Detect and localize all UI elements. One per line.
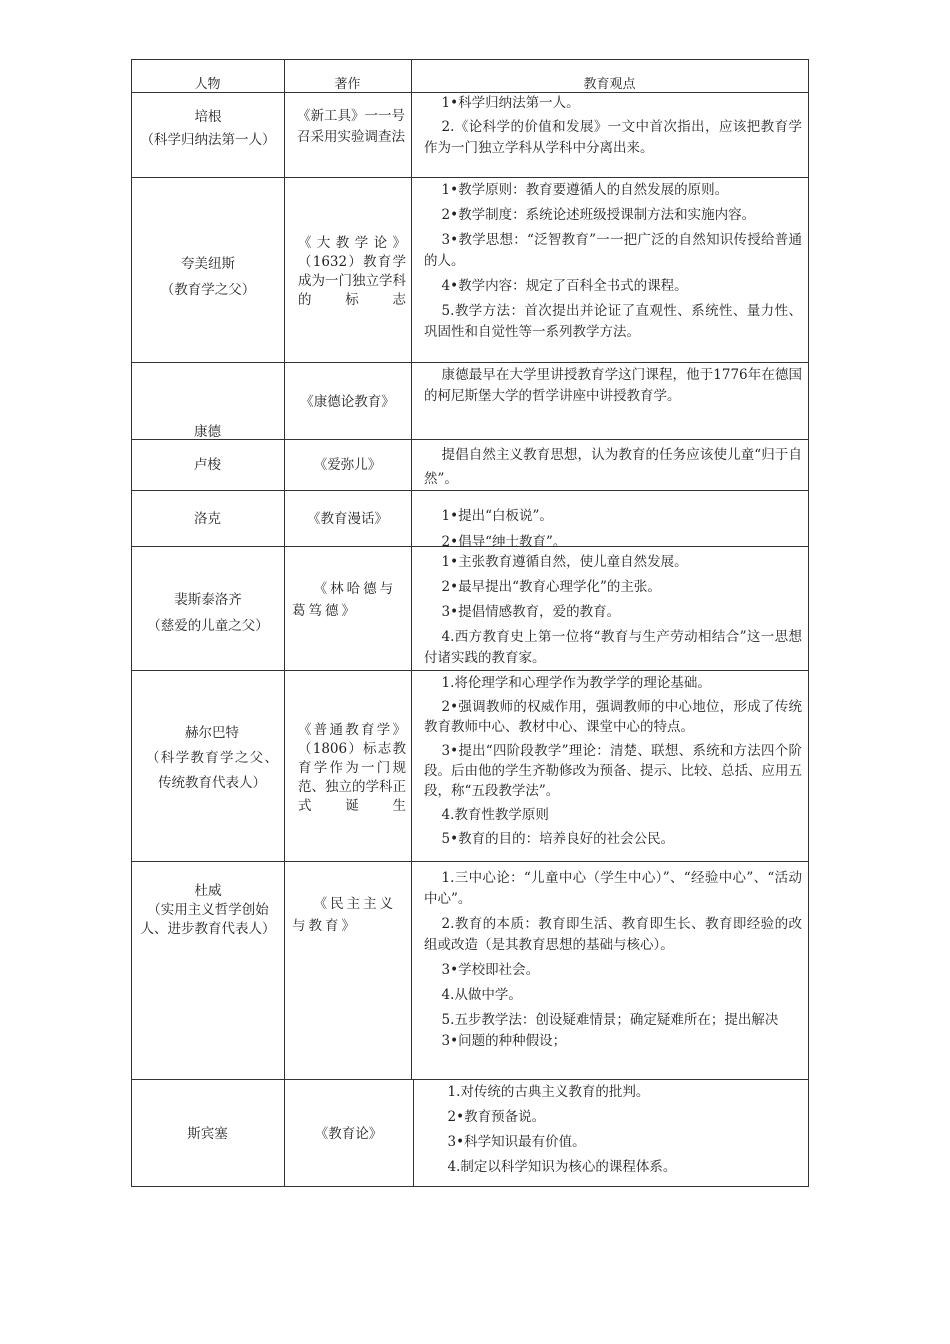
person-name: 杜威 — [194, 883, 222, 899]
view-item: 5•教育的目的：培养良好的社会公民。 — [441, 831, 675, 847]
work-cell: 《新工具》一一号召采用实验调查法 — [297, 108, 405, 145]
person-title: （科学教育学之父、传统教育代表人） — [146, 750, 278, 791]
views-cell — [424, 868, 802, 1056]
row-divider — [131, 861, 809, 862]
column-divider — [411, 59, 412, 1080]
view-item: 1.三中心论：“儿童中心（学生中心）”、“经验中心”、“活动中心”。 — [424, 870, 802, 907]
view-item: 1•教学原则：教育要遵循人的自然发展的原则。 — [441, 182, 729, 198]
person-title: （实用主义哲学创始人、进步教育代表人） — [140, 902, 276, 937]
work-cell: 《大教学论》（1632）教育学成为一门独立学科的标志 — [298, 235, 406, 308]
view-item: 5.五步教学法：创设疑难情景；确定疑难所在；提出解决 — [441, 1012, 779, 1028]
person-name: 培根 — [194, 109, 222, 125]
person-name: 夸美纽斯 — [181, 256, 235, 272]
view-item: 5.教学方法：首次提出并论证了直观性、系统性、量力性、巩固性和自觉性等一系列教学方法。 — [424, 303, 802, 340]
table-border-right — [808, 59, 809, 1187]
view-item: 3•学校即社会。 — [441, 962, 540, 978]
work-cell: 《康德论教育》 — [300, 394, 395, 410]
table-border-bottom — [131, 1186, 809, 1187]
view-item: 1•科学归纳法第一人。 — [441, 95, 580, 111]
person-name: 斯宾塞 — [187, 1126, 228, 1142]
view-item: 2.《论科学的价值和发展》一文中首次指出，应该把教育学作为一门独立学科从学科中分离出来。 — [424, 119, 802, 156]
work-cell: 《爱弥儿》 — [313, 457, 382, 473]
row-divider — [131, 177, 809, 178]
person-title: （科学归纳法第一人） — [140, 132, 276, 148]
views-cell — [424, 443, 802, 495]
view-item: 1.对传统的古典主义教育的批判。 — [447, 1084, 650, 1100]
view-item: 4•教学内容：规定了百科全书式的课程。 — [441, 278, 688, 294]
row-divider — [131, 1079, 809, 1080]
view-item: 1•主张教育遵循自然，使儿童自然发展。 — [441, 554, 688, 570]
header-views: 教育观点 — [583, 77, 636, 92]
view-item: 2•教育预备说。 — [447, 1109, 546, 1125]
table-border-top — [131, 59, 809, 60]
column-divider — [413, 1079, 414, 1187]
views-cell — [430, 1082, 802, 1182]
work-cell: 《民主主义与教育》 — [292, 896, 397, 934]
view-item: 4.制定以科学知识为核心的课程体系。 — [447, 1159, 677, 1175]
view-item: 3•教学思想：“泛智教育”一一把广泛的自然知识传授给普通的人。 — [424, 232, 802, 269]
views-cell — [424, 673, 802, 853]
views-cell — [424, 94, 802, 163]
work-cell: 《林哈德与葛笃德》 — [292, 581, 397, 619]
work-cell: 《教育漫话》 — [307, 511, 388, 527]
person-name: 洛克 — [194, 511, 221, 527]
work-cell: 《普通教育学》（1806）标志教育学作为一门规范、独立的学科正式诞生 — [298, 722, 406, 814]
view-item: 3•科学知识最有价值。 — [447, 1134, 586, 1150]
view-item: 1.将伦理学和心理学作为教学学的理论基础。 — [441, 675, 711, 691]
views-cell — [424, 552, 802, 673]
table-border-left — [131, 59, 132, 1187]
person-title: （教育学之父） — [160, 282, 256, 298]
view-item: 3•提出“四阶段教学”理论：清楚、联想、系统和方法四个阶段。后由他的学生齐勒修改为预备、提示、比较、总括、应用五段，称“五段教学法”。 — [424, 743, 802, 799]
person-cell — [138, 882, 278, 939]
views-cell — [424, 180, 802, 347]
view-item: 提倡自然主义教育思想，认为教育的任务应该使儿童“归于自然”。 — [424, 447, 802, 487]
header-person: 人物 — [194, 77, 221, 92]
person-cell — [140, 251, 276, 303]
view-item: 2•最早提出“教育心理学化”的主张。 — [441, 579, 661, 595]
view-item: 3•问题的种种假设； — [441, 1033, 567, 1049]
person-cell — [146, 721, 278, 796]
person-cell — [140, 106, 276, 152]
view-item: 4.从做中学。 — [441, 987, 522, 1003]
view-item: 4.西方教育史上第一位将“教育与生产劳动相结合”这一思想付诸实践的教育家。 — [424, 629, 802, 666]
person-cell — [140, 587, 276, 639]
view-item: 1•提出“白板说”。 — [441, 508, 553, 524]
view-item: 4.教育性教学原则 — [441, 807, 549, 823]
row-divider — [131, 362, 809, 363]
view-item: 3•提倡情感教育，爱的教育。 — [441, 604, 621, 620]
person-name: 康德 — [194, 424, 221, 440]
person-name: 赫尔巴特 — [185, 725, 239, 741]
work-cell: 《教育论》 — [314, 1126, 383, 1142]
view-item: 2.教育的本质：教育即生活、教育即生长、教育即经验的改组或改造（是其教育思想的基础与核心）。 — [424, 916, 802, 953]
column-divider — [284, 59, 285, 1187]
views-cell — [424, 365, 802, 411]
view-item: 2•倡导“绅士教育”。 — [441, 534, 567, 550]
person-name: 裴斯泰洛齐 — [174, 592, 242, 608]
views-cell — [424, 505, 802, 557]
view-item: 2•强调教师的权威作用，强调教师的中心地位，形成了传统教育教师中心、教材中心、课堂中心的特点。 — [424, 699, 802, 735]
person-name: 卢梭 — [194, 457, 221, 473]
view-item: 2•教学制度：系统论述班级授课制方法和实施内容。 — [441, 207, 756, 223]
view-item: 康德最早在大学里讲授教育学这门课程，他于1776年在德国的柯尼斯堡大学的哲学讲座中讲授教育学。 — [424, 367, 802, 404]
header-works: 著作 — [334, 77, 361, 92]
person-title: （慈爱的儿童之父） — [147, 618, 269, 634]
